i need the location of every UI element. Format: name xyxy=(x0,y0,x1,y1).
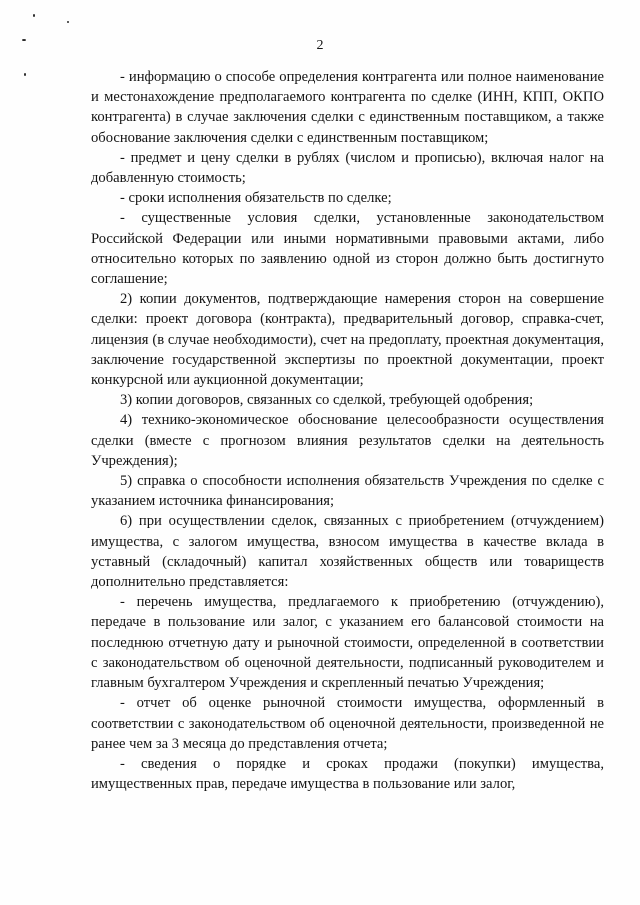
paragraph: 4) технико-экономическое обоснование целесообразности осуществления сделки (вместе с прогнозом влияния результатов сделки на деятельность Учреждения); xyxy=(91,412,604,469)
scan-speck xyxy=(24,73,26,76)
paragraph: 5) справка о способности исполнения обязательств Учреждения по сделке с указанием источника финансирования; xyxy=(91,473,604,510)
paragraph: 2) копии документов, подтверждающие намерения сторон на совершение сделки: проект договора (контракта), предварительный договор, справка-счет, лицензия (в случае необходимости), счет на предоплату, проектная документация, заключение государственной экспертизы по проектной документации, проект конкурсной или аукционной документации; xyxy=(91,291,604,389)
paragraph: - предмет и цену сделки в рублях (числом и прописью), включая налог на добавленную стоимость; xyxy=(91,149,604,187)
scan-speck xyxy=(33,14,35,17)
paragraph: - отчет об оценке рыночной стоимости имущества, оформленный в соответствии с законодательством об оценочной деятельности, произведенной не ранее чем за 3 месяца до представления отчета; xyxy=(91,695,604,752)
paragraph: 6) при осуществлении сделок, связанных с приобретением (отчуждением) имущества, с залогом имущества, взносом имущества в качестве вклада в уставный (складочный) капитал хозяйственных обществ или товариществ дополнительно представляется: xyxy=(91,513,604,591)
paragraph: - информацию о способе определения контрагента или полное наименование и местонахождение предполагаемого контрагента по сделке (ИНН, КПП, ОКПО контрагента) в случае заключения сделки с единственным поставщиком, а также обоснование заключения сделки с единственным поставщиком; xyxy=(91,69,604,146)
paragraph: - сроки исполнения обязательств по сделке; xyxy=(120,190,392,207)
paragraph: - сведения о порядке и сроках продажи (покупки) имущества, имущественных прав, передаче имущества в пользование или залог, xyxy=(91,755,604,793)
paragraph: 3) копии договоров, связанных со сделкой, требующей одобрения; xyxy=(120,392,534,409)
scan-speck xyxy=(67,21,69,23)
paragraph: - существенные условия сделки, установленные законодательством Российской Федерации или иными нормативными правовыми актами, либо относительно которых по заявлению одной из сторон должно быть достигнуто соглашение; xyxy=(91,210,604,288)
page-number: 2 xyxy=(316,38,324,53)
document-body xyxy=(91,67,604,794)
paragraph: - перечень имущества, предлагаемого к приобретению (отчуждению), передаче в пользование или залог, с указанием его балансовой стоимости на последнюю отчетную дату и рыночной стоимости, определенной в соответствии с законодательством об оценочной деятельности, подписанный руководителем и главным бухгалтером Учреждения и скрепленный печатью Учреждения; xyxy=(91,594,604,692)
